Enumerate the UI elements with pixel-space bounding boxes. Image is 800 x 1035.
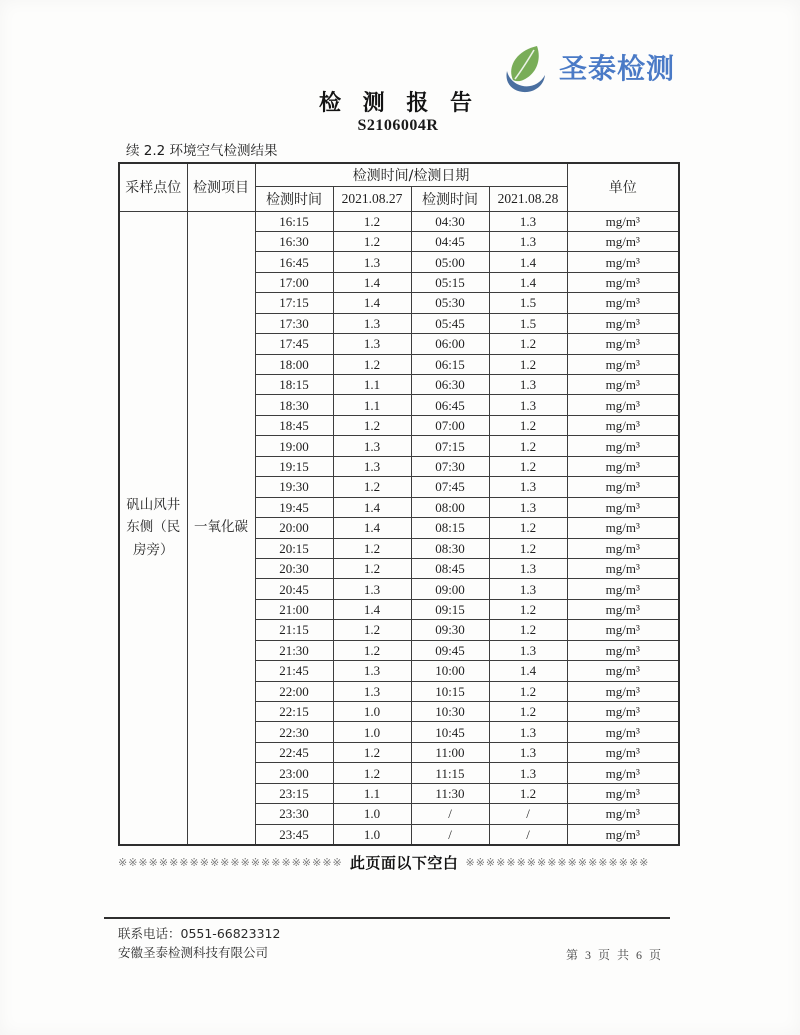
- value-cell: 1.2: [489, 538, 567, 558]
- time-cell: 17:15: [255, 293, 333, 313]
- value-cell: 1.0: [333, 804, 411, 824]
- test-item-cell: 一氧化碳: [187, 211, 255, 845]
- value-cell: 1.1: [333, 375, 411, 395]
- time-cell: 11:30: [411, 783, 489, 803]
- time-cell: 20:00: [255, 518, 333, 538]
- value-cell: 1.4: [333, 599, 411, 619]
- unit-cell: mg/m³: [567, 681, 679, 701]
- time-cell: 05:15: [411, 272, 489, 292]
- value-cell: 1.2: [489, 518, 567, 538]
- unit-cell: mg/m³: [567, 640, 679, 660]
- value-cell: /: [489, 804, 567, 824]
- time-cell: 18:00: [255, 354, 333, 374]
- value-cell: 1.2: [333, 538, 411, 558]
- col-header-unit: 单位: [567, 163, 679, 211]
- unit-cell: mg/m³: [567, 456, 679, 476]
- time-cell: 21:15: [255, 620, 333, 640]
- value-cell: 1.2: [333, 231, 411, 251]
- col-header-time-2: 检测时间: [411, 186, 489, 211]
- value-cell: 1.0: [333, 824, 411, 844]
- time-cell: 16:15: [255, 211, 333, 231]
- time-cell: 21:45: [255, 661, 333, 681]
- time-cell: 06:30: [411, 375, 489, 395]
- unit-cell: mg/m³: [567, 661, 679, 681]
- unit-cell: mg/m³: [567, 804, 679, 824]
- time-cell: 19:30: [255, 477, 333, 497]
- time-cell: 23:45: [255, 824, 333, 844]
- time-cell: 17:45: [255, 334, 333, 354]
- value-cell: 1.2: [489, 599, 567, 619]
- time-cell: 21:30: [255, 640, 333, 660]
- time-cell: 09:30: [411, 620, 489, 640]
- value-cell: 1.2: [489, 783, 567, 803]
- value-cell: 1.3: [489, 722, 567, 742]
- unit-cell: mg/m³: [567, 375, 679, 395]
- value-cell: 1.2: [333, 354, 411, 374]
- unit-cell: mg/m³: [567, 538, 679, 558]
- value-cell: 1.2: [489, 354, 567, 374]
- value-cell: 1.3: [489, 763, 567, 783]
- col-header-time-1: 检测时间: [255, 186, 333, 211]
- col-header-datetime-group: 检测时间/检测日期: [255, 163, 567, 186]
- unit-cell: mg/m³: [567, 211, 679, 231]
- time-cell: 19:15: [255, 456, 333, 476]
- value-cell: 1.2: [333, 640, 411, 660]
- unit-cell: mg/m³: [567, 354, 679, 374]
- table-header-row-1: [119, 163, 679, 186]
- value-cell: 1.2: [489, 456, 567, 476]
- footer-divider: [104, 917, 670, 919]
- time-cell: 09:45: [411, 640, 489, 660]
- time-cell: 10:45: [411, 722, 489, 742]
- col-header-test-item: 检测项目: [187, 163, 255, 211]
- time-cell: 18:45: [255, 415, 333, 435]
- measurement-rows: [119, 211, 679, 845]
- value-cell: 1.3: [333, 661, 411, 681]
- time-cell: 23:15: [255, 783, 333, 803]
- unit-cell: mg/m³: [567, 477, 679, 497]
- unit-cell: mg/m³: [567, 436, 679, 456]
- time-cell: 07:15: [411, 436, 489, 456]
- value-cell: 1.3: [489, 558, 567, 578]
- value-cell: 1.0: [333, 722, 411, 742]
- value-cell: 1.3: [489, 375, 567, 395]
- time-cell: 19:45: [255, 497, 333, 517]
- time-cell: 10:00: [411, 661, 489, 681]
- time-cell: 23:00: [255, 763, 333, 783]
- value-cell: 1.4: [489, 272, 567, 292]
- time-cell: 05:30: [411, 293, 489, 313]
- value-cell: 1.1: [333, 783, 411, 803]
- value-cell: 1.3: [489, 395, 567, 415]
- value-cell: 1.4: [489, 661, 567, 681]
- logo-text: 圣泰检测: [559, 51, 676, 85]
- value-cell: 1.3: [333, 334, 411, 354]
- time-cell: 16:30: [255, 231, 333, 251]
- value-cell: 1.2: [333, 620, 411, 640]
- unit-cell: mg/m³: [567, 334, 679, 354]
- time-cell: 06:15: [411, 354, 489, 374]
- value-cell: 1.4: [489, 252, 567, 272]
- unit-cell: mg/m³: [567, 415, 679, 435]
- footer-company: 安徽圣泰检测科技有限公司: [118, 945, 269, 960]
- time-cell: 08:00: [411, 497, 489, 517]
- unit-cell: mg/m³: [567, 272, 679, 292]
- time-cell: 07:00: [411, 415, 489, 435]
- time-cell: 21:00: [255, 599, 333, 619]
- value-cell: 1.4: [333, 497, 411, 517]
- footer-phone: 联系电话：0551-66823312: [118, 926, 281, 941]
- time-cell: 22:00: [255, 681, 333, 701]
- time-cell: 11:15: [411, 763, 489, 783]
- unit-cell: mg/m³: [567, 579, 679, 599]
- unit-cell: mg/m³: [567, 293, 679, 313]
- value-cell: 1.2: [489, 681, 567, 701]
- value-cell: 1.3: [489, 579, 567, 599]
- time-cell: 20:30: [255, 558, 333, 578]
- value-cell: 1.3: [333, 456, 411, 476]
- table-row: [119, 211, 679, 231]
- time-cell: 18:30: [255, 395, 333, 415]
- time-cell: 08:15: [411, 518, 489, 538]
- time-cell: 17:00: [255, 272, 333, 292]
- value-cell: 1.5: [489, 313, 567, 333]
- value-cell: 1.2: [489, 620, 567, 640]
- value-cell: 1.1: [333, 395, 411, 415]
- time-cell: 22:30: [255, 722, 333, 742]
- time-cell: 06:45: [411, 395, 489, 415]
- value-cell: /: [489, 824, 567, 844]
- value-cell: 1.2: [489, 702, 567, 722]
- value-cell: 1.3: [489, 477, 567, 497]
- time-cell: 09:00: [411, 579, 489, 599]
- time-cell: 06:00: [411, 334, 489, 354]
- unit-cell: mg/m³: [567, 497, 679, 517]
- value-cell: 1.3: [489, 231, 567, 251]
- value-cell: 1.2: [489, 334, 567, 354]
- time-cell: 20:15: [255, 538, 333, 558]
- value-cell: 1.3: [333, 313, 411, 333]
- col-header-sampling-point: 采样点位: [119, 163, 187, 211]
- time-cell: 23:30: [255, 804, 333, 824]
- unit-cell: mg/m³: [567, 518, 679, 538]
- unit-cell: mg/m³: [567, 313, 679, 333]
- unit-cell: mg/m³: [567, 252, 679, 272]
- time-cell: 22:15: [255, 702, 333, 722]
- value-cell: 1.2: [333, 742, 411, 762]
- value-cell: 1.2: [333, 558, 411, 578]
- unit-cell: mg/m³: [567, 702, 679, 722]
- value-cell: 1.4: [333, 293, 411, 313]
- report-number: S2106004R: [357, 117, 439, 134]
- value-cell: 1.2: [489, 415, 567, 435]
- time-cell: 08:30: [411, 538, 489, 558]
- time-cell: /: [411, 804, 489, 824]
- value-cell: 1.3: [489, 211, 567, 231]
- unit-cell: mg/m³: [567, 558, 679, 578]
- time-cell: 22:45: [255, 742, 333, 762]
- time-cell: 04:30: [411, 211, 489, 231]
- blank-note-marks-left: ※※※※※※※※※※※※※※※※※※※※※※: [118, 856, 343, 869]
- unit-cell: mg/m³: [567, 824, 679, 844]
- value-cell: 1.3: [489, 640, 567, 660]
- value-cell: 1.4: [333, 272, 411, 292]
- time-cell: 17:30: [255, 313, 333, 333]
- value-cell: 1.2: [333, 477, 411, 497]
- time-cell: 09:15: [411, 599, 489, 619]
- unit-cell: mg/m³: [567, 599, 679, 619]
- value-cell: 1.5: [489, 293, 567, 313]
- results-table: [118, 162, 680, 846]
- value-cell: 1.3: [489, 497, 567, 517]
- time-cell: 18:15: [255, 375, 333, 395]
- report-title: 检 测 报 告: [319, 91, 477, 116]
- section-label: 续 2.2 环境空气检测结果: [126, 143, 278, 159]
- value-cell: 1.3: [489, 742, 567, 762]
- time-cell: 10:15: [411, 681, 489, 701]
- time-cell: 07:30: [411, 456, 489, 476]
- value-cell: 1.2: [333, 763, 411, 783]
- time-cell: 19:00: [255, 436, 333, 456]
- value-cell: 1.3: [333, 579, 411, 599]
- time-cell: 07:45: [411, 477, 489, 497]
- blank-note-text: 此页面以下空白: [349, 854, 459, 872]
- value-cell: 1.3: [333, 252, 411, 272]
- col-header-date-1: 2021.08.27: [333, 186, 411, 211]
- blank-note: [118, 853, 680, 873]
- value-cell: 1.3: [333, 436, 411, 456]
- unit-cell: mg/m³: [567, 783, 679, 803]
- unit-cell: mg/m³: [567, 722, 679, 742]
- time-cell: /: [411, 824, 489, 844]
- value-cell: 1.3: [333, 681, 411, 701]
- col-header-date-2: 2021.08.28: [489, 186, 567, 211]
- sampling-point-cell: 矾山风井东侧（民房旁）: [119, 211, 187, 845]
- time-cell: 10:30: [411, 702, 489, 722]
- time-cell: 08:45: [411, 558, 489, 578]
- time-cell: 11:00: [411, 742, 489, 762]
- value-cell: 1.2: [333, 415, 411, 435]
- time-cell: 05:00: [411, 252, 489, 272]
- unit-cell: mg/m³: [567, 620, 679, 640]
- value-cell: 1.2: [333, 211, 411, 231]
- value-cell: 1.2: [489, 436, 567, 456]
- value-cell: 1.0: [333, 702, 411, 722]
- time-cell: 20:45: [255, 579, 333, 599]
- unit-cell: mg/m³: [567, 763, 679, 783]
- footer-page-number: 第 3 页 共 6 页: [566, 948, 664, 962]
- time-cell: 05:45: [411, 313, 489, 333]
- unit-cell: mg/m³: [567, 395, 679, 415]
- unit-cell: mg/m³: [567, 231, 679, 251]
- time-cell: 04:45: [411, 231, 489, 251]
- time-cell: 16:45: [255, 252, 333, 272]
- blank-note-marks-right: ※※※※※※※※※※※※※※※※※※: [465, 856, 650, 869]
- unit-cell: mg/m³: [567, 742, 679, 762]
- value-cell: 1.4: [333, 518, 411, 538]
